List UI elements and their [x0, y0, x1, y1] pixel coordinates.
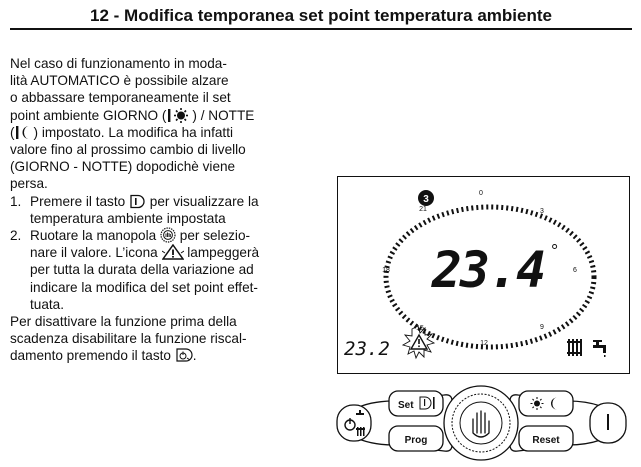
- list-item: [10, 227, 302, 313]
- text-line: Premere il tasto: [30, 193, 126, 209]
- text-line: lità AUTOMATICO è possibile alzare: [10, 73, 229, 89]
- text-line: damento premendo il tasto: [10, 348, 171, 364]
- hour-label: 0: [479, 190, 483, 197]
- badge-text: 3: [423, 194, 429, 205]
- panel-graphics: [332, 385, 630, 461]
- intro-paragraph: [10, 55, 302, 193]
- text-line: lampeggerà: [187, 245, 260, 261]
- text-line: o abbassare temporaneamente il set: [10, 90, 231, 106]
- display-graphics: [338, 177, 629, 373]
- text-line: valore fino al prossimo cambio di livello: [10, 142, 246, 158]
- step-number: 2.: [10, 228, 22, 244]
- heating-off-button-icon: [175, 347, 193, 363]
- text-line: temperatura ambiente impostata: [30, 210, 226, 226]
- warning-triangle-icon: [162, 244, 184, 260]
- setpoint-value: 23.2: [344, 338, 390, 360]
- heating-off-button[interactable]: [337, 405, 371, 441]
- text-line: persa.: [10, 176, 48, 192]
- reset-button-label: Reset: [532, 435, 560, 446]
- text-line: per selezio-: [179, 228, 251, 244]
- rotary-knob[interactable]: [444, 386, 518, 460]
- set-info-button[interactable]: [389, 391, 443, 416]
- hour-label: 21: [419, 206, 427, 213]
- hour-label: 9: [540, 324, 544, 331]
- comfort-button[interactable]: [590, 403, 626, 443]
- text-line: .: [192, 348, 197, 364]
- text-line: Ruotare la manopola: [30, 228, 157, 244]
- list-item: [10, 193, 302, 227]
- tap-icon: [593, 340, 606, 357]
- degree-symbol: °: [551, 241, 559, 261]
- reset-button[interactable]: [519, 426, 573, 451]
- outro-paragraph: [10, 313, 302, 365]
- instructions-text: [10, 55, 302, 365]
- step-number: 1.: [10, 193, 22, 209]
- text-line: point ambiente GIORNO (: [10, 107, 167, 123]
- hour-label: 3: [540, 208, 544, 215]
- text-line: (: [10, 124, 15, 140]
- text-line: tuata.: [30, 296, 65, 312]
- hour-label: 15: [416, 325, 424, 332]
- text-line: indicare la modifica del set point effet-: [30, 279, 258, 295]
- main-temperature: 23.4: [431, 241, 545, 299]
- night-mode-icon: [15, 125, 34, 140]
- day-mode-icon: [166, 108, 192, 123]
- day-night-button[interactable]: [519, 391, 573, 416]
- text-line: (GIORNO - NOTTE) dopodichè viene: [10, 159, 236, 175]
- text-line: ) impostato. La modifica ha infatti: [33, 124, 234, 140]
- text-line: per tutta la durata della variazione ad: [30, 262, 254, 278]
- hour-label: 6: [573, 267, 577, 274]
- info-button-icon: [129, 194, 146, 209]
- steps-list: [10, 193, 302, 313]
- text-line: ) / NOTTE: [192, 107, 255, 123]
- text-line: nare il valore. L’icona: [30, 245, 158, 261]
- set-button-label: Set: [398, 400, 414, 411]
- hour-label: 12: [480, 340, 488, 347]
- text-line: Per disattivare la funzione prima della: [10, 314, 237, 330]
- knob-icon: [160, 227, 176, 243]
- prog-button[interactable]: [389, 426, 443, 451]
- thermostat-display: [337, 176, 630, 374]
- hour-label: 18: [382, 267, 390, 274]
- prog-button-label: Prog: [404, 435, 428, 446]
- control-panel: [332, 385, 630, 461]
- text-line: scadenza disabilitare la funzione riscal-: [10, 331, 247, 347]
- radiator-icon: [567, 339, 582, 356]
- text-line: per visualizzare la: [149, 193, 259, 209]
- text-line: Nel caso di funzionamento in moda-: [10, 56, 227, 71]
- section-heading: 12 - Modifica temporanea set point temperatura ambiente: [10, 4, 632, 30]
